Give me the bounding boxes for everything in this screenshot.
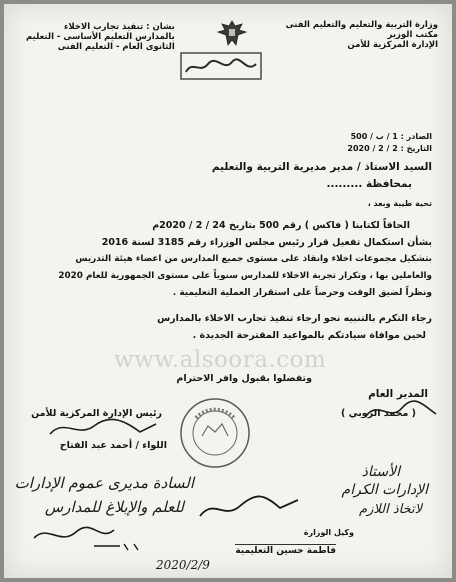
deputy-minister-name: فاطمة حسين التعليمية <box>235 546 336 556</box>
website-watermark: www.alsoora.com <box>114 347 327 373</box>
handwritten-note-left-1: السادة مديرى عموم الإدارات <box>14 474 194 492</box>
central-admin-head-title: رئيس الإدارة المركزية للأمن <box>31 408 162 419</box>
handwritten-note-right-1: الأستاذ <box>361 464 400 480</box>
ministry-name: وزارة التربية والتعليم والتعليم الفنى <box>285 20 438 30</box>
addressee: السيد الاستاذ / مدير مديرية التربية والتعليم <box>211 161 432 173</box>
general-manager-name: ( محمد الروبي ) <box>340 408 416 419</box>
request-line-2: لحين موافاة سيادتكم بالمواعيد المقترحة الجديدة . <box>192 330 426 341</box>
paragraph-line-5: ونظراً لضيق الوقت وحرصاً على استقرار العملية التعليمية . <box>172 288 432 298</box>
handwritten-note-left-2: للعلم والإبلاغ للمدارس <box>44 498 184 516</box>
handwritten-scribble-left <box>24 516 174 556</box>
central-admin-head-signature <box>44 416 164 442</box>
subject-line-3: الثانوى العام - التعليم الفنى <box>57 42 175 52</box>
paragraph-line-4: والعاملين بها ، وتكرار تجربة الاخلاء للمدارس سنوياً على مستوى الجمهورية للعام 2020 <box>58 271 432 281</box>
letter-page <box>4 4 452 578</box>
department-name: الإدارة المركزية للأمن <box>347 40 438 50</box>
paragraph-line-3: بتشكيل مجموعات اخلاء وانقاذ على مستوى جميع المدارس من اعضاء هيئة التدريس <box>75 254 432 264</box>
reference-number: الصادر : 1 / ب / 500 <box>350 132 432 141</box>
official-round-stamp <box>178 396 252 470</box>
central-admin-head-name: اللواء / أحمد عبد الفتاح <box>59 440 167 451</box>
ministry-logo-stamp <box>180 52 262 82</box>
deputy-signature <box>194 488 304 528</box>
handwritten-note-right-2: الإدارات الكرام <box>341 482 428 498</box>
subject-line-1: بشان : تنفيذ تجارب الاخلاء <box>64 22 175 32</box>
handwritten-note-right-3: لاتخاذ اللازم <box>359 502 422 517</box>
closing-line: وتفضلوا بقبول وافر الاحترام <box>176 373 312 384</box>
subject-header <box>26 22 175 52</box>
handwritten-date: 2020/2/9 <box>156 558 210 572</box>
paragraph-line-1: الحاقاً لكتابنا ( فاكس ) رقم 500 بتاريخ 24 / 2 / 2020م <box>152 220 410 231</box>
general-manager-signature <box>362 396 442 426</box>
greeting: تحية طيبة وبعد ، <box>367 199 432 208</box>
general-manager-title: المدير العام <box>368 388 428 400</box>
letter-date: التاريخ : 2 / 2 / 2020 <box>347 144 432 153</box>
governorate-line: بمحافظة ......... <box>326 178 412 190</box>
ministry-header <box>286 20 438 50</box>
paragraph-line-2: بشأن استكمال تفعيل قرار رئيس مجلس الوزراء رقم 3185 لسنة 2016 <box>101 237 432 248</box>
deputy-minister-label: وكيل الوزارة <box>303 528 354 537</box>
request-line-1: رجاء التكرم بالتنبيه نحو ارجاء تنفيذ تجارب الاخلاء بالمدارس <box>157 313 432 324</box>
office-name: مكتب الوزير <box>387 30 438 40</box>
eagle-emblem-icon <box>215 18 249 52</box>
subject-line-2: بالمدارس التعليم الأساسى - التعليم <box>26 32 175 42</box>
